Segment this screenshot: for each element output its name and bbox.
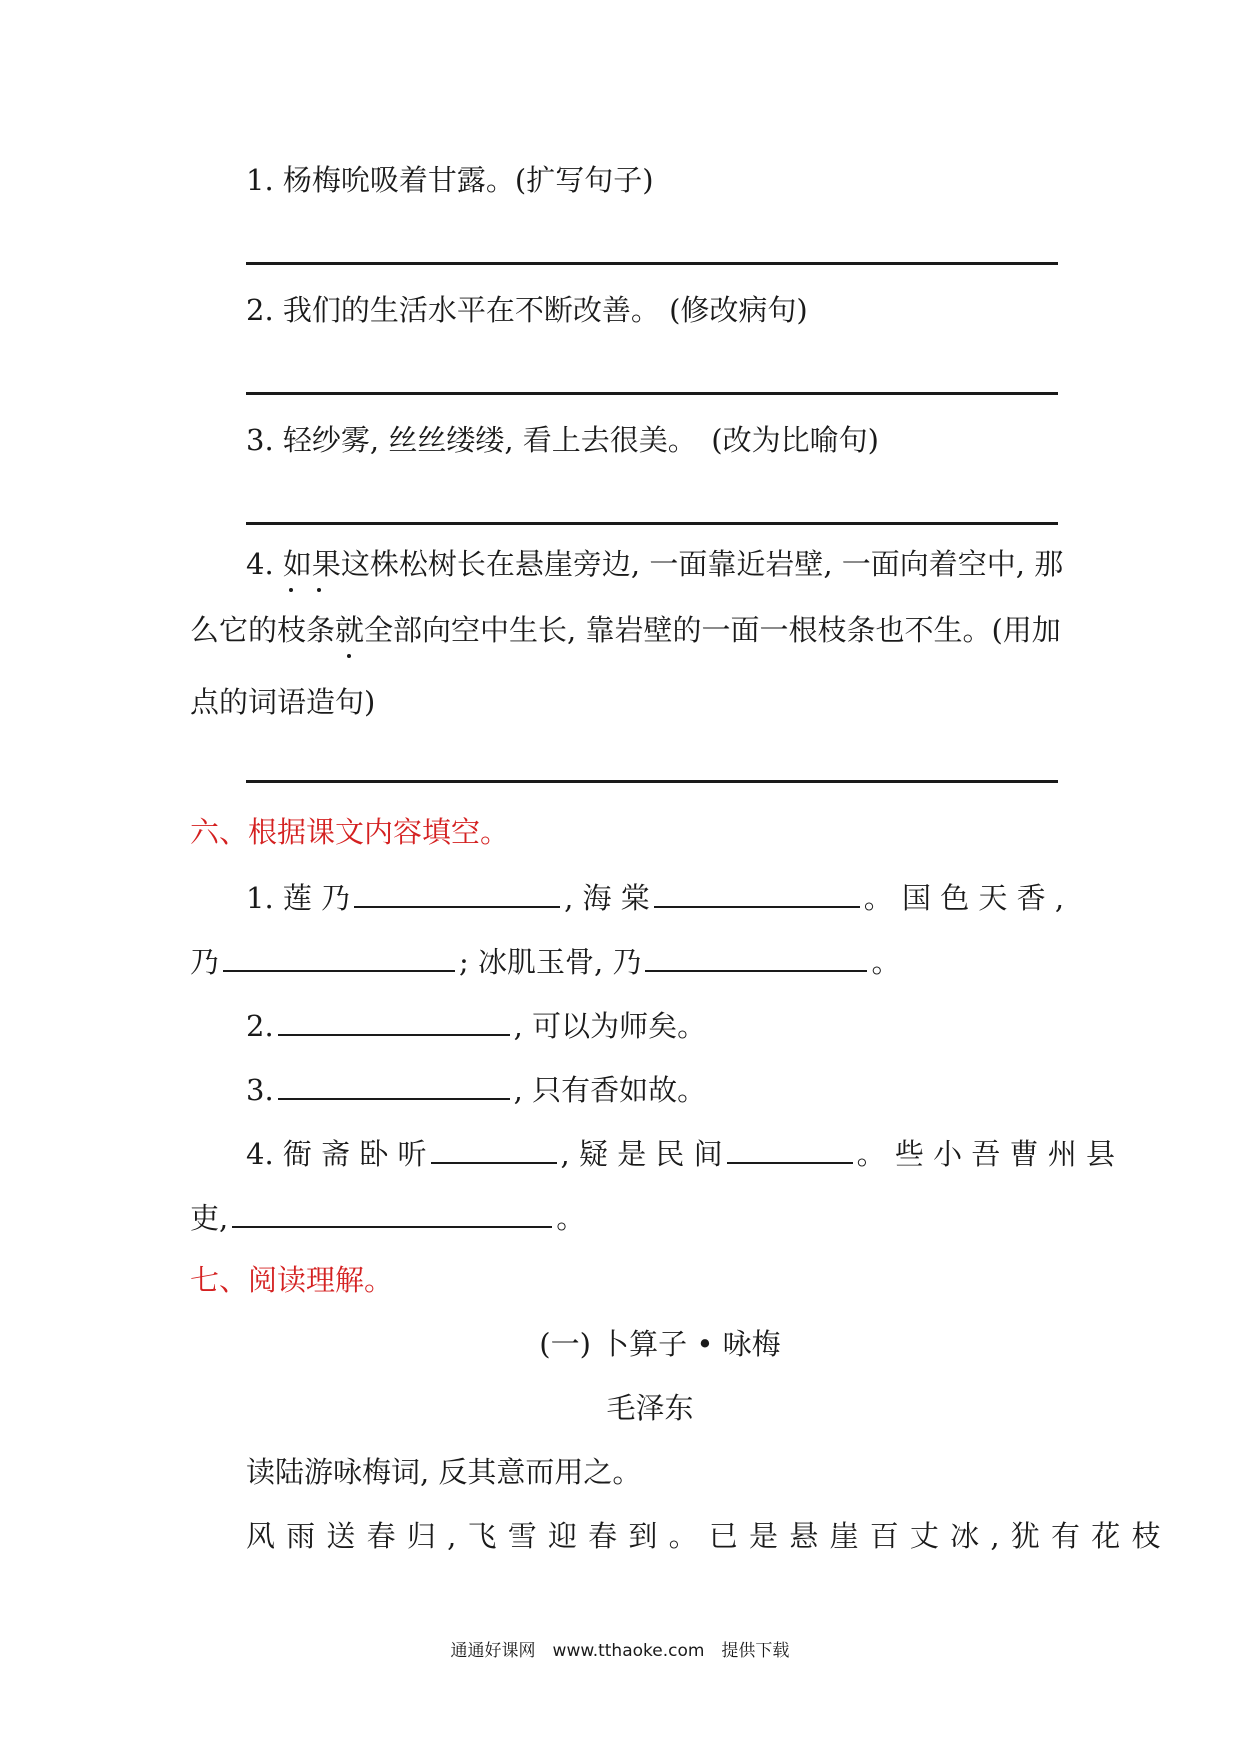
blank-6-4-b[interactable]	[727, 1134, 853, 1164]
dotted-word-ruguo: 如果	[283, 546, 341, 582]
blank-6-4-c[interactable]	[232, 1198, 552, 1228]
blank-6-2[interactable]	[278, 1006, 510, 1036]
poem-preface: 读陆游咏梅词, 反其意而用之。	[246, 1455, 642, 1489]
blank-6-1-b[interactable]	[654, 878, 860, 908]
question-number: 4.	[246, 547, 283, 581]
blank-6-1-d[interactable]	[645, 942, 867, 972]
blank-6-3[interactable]	[278, 1070, 510, 1100]
blank-6-1-c[interactable]	[223, 942, 455, 972]
question-6-1-line1: 1. 莲 乃 , 海 棠 。 国 色 天 香 ,	[246, 878, 1064, 916]
question-6-1-line2: 乃 ; 冰肌玉骨, 乃 。	[190, 942, 900, 980]
poem-author: 毛泽东	[606, 1391, 694, 1425]
answer-line-5-3[interactable]	[246, 522, 1058, 525]
section-6-heading: 六、根据课文内容填空。	[190, 815, 510, 849]
question-5-4-line1	[246, 546, 1063, 582]
answer-line-5-4[interactable]	[246, 780, 1058, 783]
question-6-4-line1: 4. 衙 斋 卧 听 , 疑 是 民 间 。 些 小 吾 曹 州 县	[246, 1134, 1115, 1172]
question-5-3: 3. 轻纱雾, 丝丝缕缕, 看上去很美。 (改为比喻句)	[246, 423, 879, 457]
poem-title: (一) 卜算子 • 咏梅	[539, 1327, 781, 1361]
question-5-1: 1. 杨梅吮吸着甘露。(扩写句子)	[246, 163, 654, 197]
blank-6-4-a[interactable]	[431, 1134, 557, 1164]
question-5-4-line2: 么它的枝条就 全部向空中生长, 靠岩壁的一面一根枝条也不生。(用加	[190, 612, 1061, 648]
page-footer: 通通好课网 www.tthaoke.com 提供下载	[450, 1641, 790, 1661]
question-6-2: 2. , 可以为师矣。	[246, 1006, 706, 1044]
question-text: 这株松树长在悬崖旁边, 一面靠近岩壁, 一面向着空中, 那	[340, 547, 1064, 581]
answer-line-5-1[interactable]	[246, 262, 1058, 265]
question-5-2: 2. 我们的生活水平在不断改善。 (修改病句)	[246, 293, 808, 327]
question-6-3: 3. , 只有香如故。	[246, 1070, 706, 1108]
section-7-heading: 七、阅读理解。	[190, 1263, 394, 1297]
dotted-word-jiu: 就	[335, 612, 364, 648]
question-6-4-line2: 吏, 。	[190, 1198, 585, 1236]
blank-6-1-a[interactable]	[354, 878, 560, 908]
answer-line-5-2[interactable]	[246, 392, 1058, 395]
question-5-4-line3: 点的词语造句)	[190, 685, 376, 719]
poem-line-1: 风 雨 送 春 归 , 飞 雪 迎 春 到 。 已 是 悬 崖 百 丈 冰 , 犹 有 花 枝	[246, 1519, 1162, 1553]
